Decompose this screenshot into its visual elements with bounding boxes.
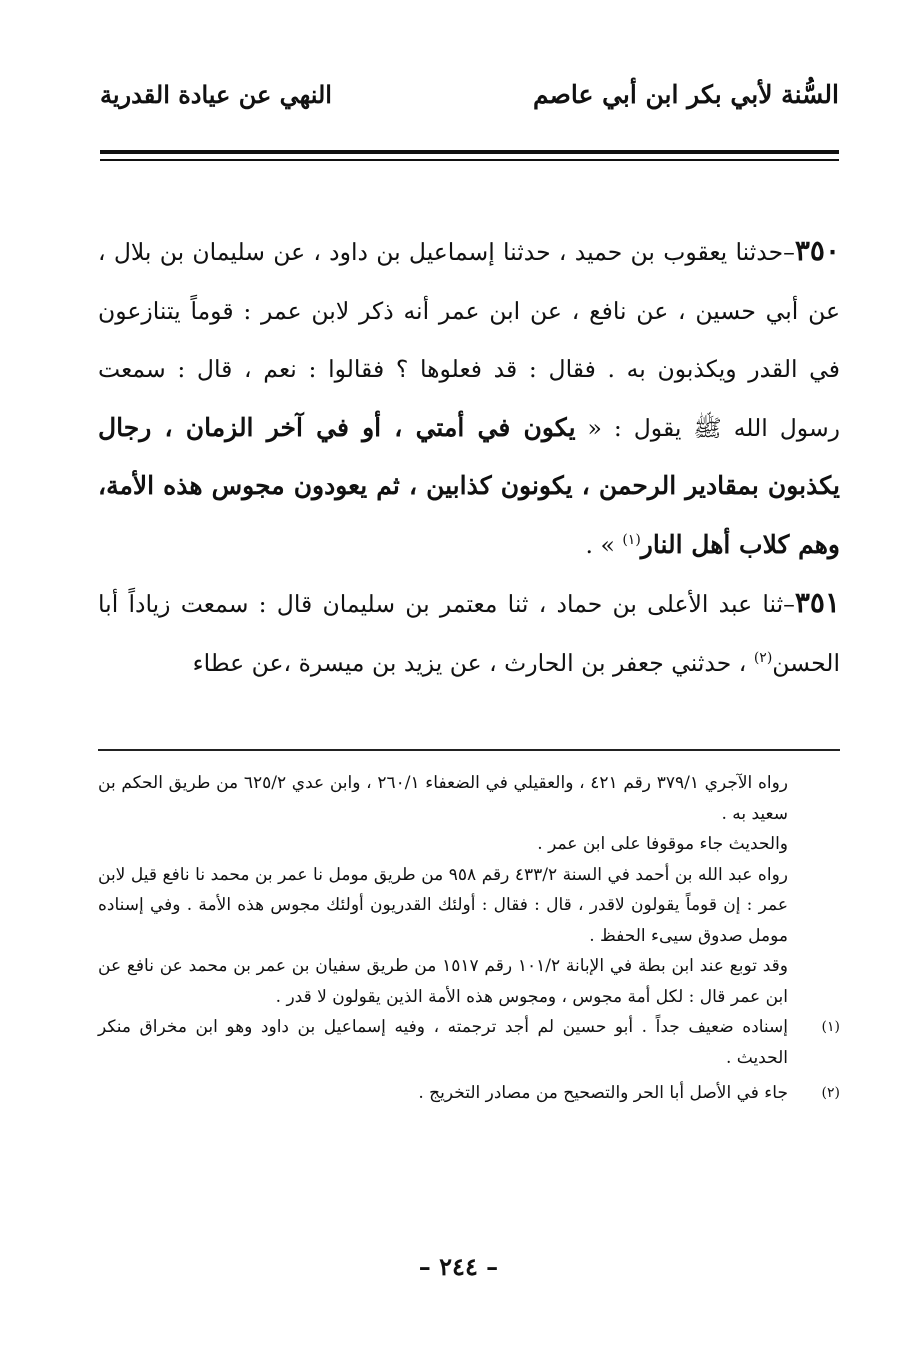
footnote-text: جاء في الأصل أبا الحر والتصحيح من مصادر التخريج .	[418, 1083, 788, 1103]
running-header	[100, 80, 839, 120]
footnote-ref: (١)	[622, 531, 641, 548]
page-number: – ٢٤٤ –	[418, 1252, 499, 1281]
footnote-separator	[98, 749, 840, 751]
footnotes	[98, 768, 840, 1109]
footnote-marker: (٢)	[821, 1085, 840, 1101]
header-rule-thick	[100, 150, 839, 154]
hadith-matn: يكون في أمتي ، أو في آخر الزمان ، رجال يكذبون بمقادير الرحمن ، يكونون كذابين ، ثم يعودون مجوس هذه الأمة، وهم كلاب أهل النار	[98, 412, 840, 559]
footnote-continuation: رواه الآجري ٣٧٩/١ رقم ٤٢١ ، والعقيلي في الضعفاء ٢٦٠/١ ، وابن عدي ٦٢٥/٢ من طريق الحكم بن سعيد به .	[98, 773, 788, 824]
footnote-2	[98, 1078, 840, 1109]
header-rule-thin	[100, 159, 839, 161]
hadith-closing: » .	[585, 530, 623, 559]
hadith-isnad-cont: ، حدثني جعفر بن الحارث ، عن يزيد بن ميسرة ،عن عطاء	[192, 648, 754, 677]
hadith-number: ٣٥٠	[794, 234, 840, 267]
hadith-isnad: –ثنا عبد الأعلى بن حماد ، ثنا معتمر بن سليمان قال : سمعت زياداً أبا الحسن	[98, 590, 840, 677]
footnote-1	[98, 1012, 840, 1073]
book-title: السُّنة لأبي بكر ابن أبي عاصم	[532, 80, 839, 109]
footnote-ref: (٢)	[753, 649, 773, 666]
hadith-isnad: –حدثنا يعقوب بن حميد ، حدثنا إسماعيل بن داود ، عن سليمان بن بلال ، عن أبي حسين ، عن نافع ، عن ابن عمر أنه ذكر لابن عمر : قوماً يتنازعون في القدر ويكذبون به . فقال : قد فعلوها ؟ فقالوا : نعم ، قال : سمعت رسول الله ﷺ يقول : «	[98, 238, 840, 442]
footnote-continuation: رواه عبد الله بن أحمد في السنة ٤٣٣/٢ رقم ٩٥٨ من طريق مومل نا عمر بن محمد نا نافع قيل لابن عمر : إن قوماً يقولون لاقدر ، قال : فقال : أولئك القدريون أولئك مجوس هذه الأمة . وفي إسناده مومل صدوق سيىء الحفظ .	[98, 864, 788, 946]
hadith-number: ٣٥١	[794, 586, 840, 619]
footnote-marker: (١)	[821, 1019, 840, 1035]
hadith-350	[98, 222, 840, 574]
chapter-title: النهي عن عيادة القدرية	[100, 80, 332, 109]
main-text	[98, 222, 840, 692]
footnote-text: إسناده ضعيف جداً . أبو حسين لم أجد ترجمته ، وفيه إسماعيل بن داود وهو ابن مخراق منكر الحديث .	[98, 1017, 788, 1068]
footnote-continuation: وقد توبع عند ابن بطة في الإبانة ١٠١/٢ رقم ١٥١٧ من طريق سفيان بن عمر بن محمد عن نافع عن ابن عمر قال : لكل أمة مجوس ، ومجوس هذه الأمة الذين يقولون لا قدر .	[98, 956, 789, 1007]
footnote-continuation: والحديث جاء موقوفا على ابن عمر .	[537, 834, 788, 854]
hadith-351	[98, 574, 840, 692]
